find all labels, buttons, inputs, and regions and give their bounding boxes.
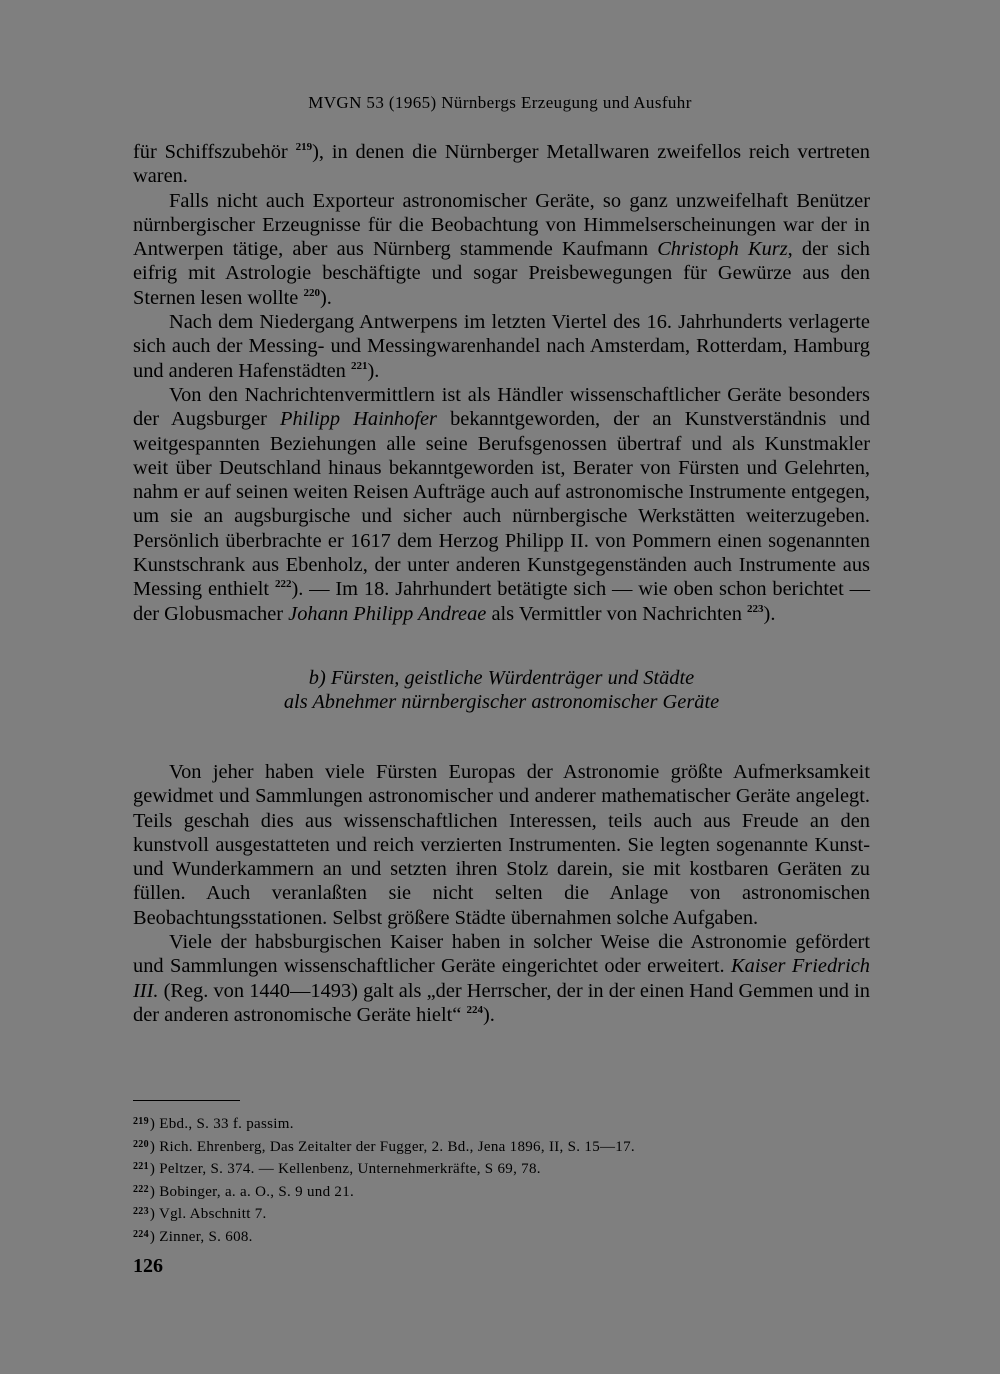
- footnote-ref: 219: [295, 141, 313, 153]
- paragraph-6: [133, 930, 870, 1027]
- text-run: Falls nicht auch Exporteur astronomischer Geräte, so ganz unzweifelhaft Benützer nürnbergischer Erzeugnisse für die Beobachtung von Himmelserscheinungen war der in Antwerpen tätige, aber aus Nürnberg stammende Kaufmann: [133, 189, 870, 261]
- person-name: Kaiser Friedrich III.: [133, 955, 870, 1002]
- footnote-ref: 224: [466, 1003, 483, 1016]
- text-run: Nach dem Niedergang Antwerpens im letzten Viertel des 16. Jahrhunderts verlagerte sich auch der Messing- und Messingwarenhandel nach Amsterdam, Rotterdam, Hamburg und anderen Hafenstädten: [133, 311, 870, 382]
- person-name: Johann Philipp Andreae: [288, 602, 487, 625]
- footnote-number: 219: [133, 1116, 149, 1127]
- text-run: ).: [319, 286, 332, 309]
- text-run: ).: [367, 359, 380, 382]
- footnote: [133, 1180, 873, 1203]
- footnote: [133, 1157, 873, 1180]
- text-run: ). — Im 18. Jahrhundert betätigte sich — wie oben schon berichtet — der Globusmacher: [133, 578, 870, 625]
- footnote-text: ) Bobinger, a. a. O., S. 9 und 21.: [149, 1183, 355, 1200]
- footnote: [133, 1225, 873, 1248]
- main-text: [133, 140, 870, 1027]
- footnote-text: ) Rich. Ehrenberg, Das Zeitalter der Fugger, 2. Bd., Jena 1896, II, S. 15—17.: [149, 1138, 635, 1155]
- footnote-text: ) Peltzer, S. 374. — Kellenbenz, Unternehmerkräfte, S 69, 78.: [149, 1161, 541, 1177]
- footnote-ref: 221: [350, 359, 368, 372]
- paragraph-5: [133, 760, 870, 930]
- person-name: Christoph Kurz: [657, 238, 788, 261]
- footnotes: [133, 1112, 873, 1247]
- footnote-number: 222: [133, 1183, 149, 1195]
- text-run: (Reg. von 1440—1493) galt als „der Herrscher, der in der einen Hand Gemmen und in der anderen astronomische Geräte hielt“: [133, 979, 870, 1026]
- footnote-number: 224: [133, 1228, 149, 1240]
- text-run: ).: [763, 602, 776, 625]
- footnote-ref: 222: [274, 578, 292, 591]
- footnote: [133, 1112, 873, 1135]
- section-title: [133, 666, 870, 715]
- section-title-line-1: b) Fürsten, geistliche Würdenträger und Städte: [308, 666, 695, 689]
- footnote: [133, 1202, 873, 1225]
- text-run: als Vermittler von Nachrichten: [486, 602, 748, 625]
- footnote-ref: 223: [747, 602, 764, 615]
- paragraph-1: [133, 140, 870, 189]
- footnote-number: 221: [133, 1161, 149, 1172]
- section-title-line-2: als Abnehmer nürnbergischer astronomischer Geräte: [283, 691, 720, 714]
- text-run: , der sich eifrig mit Astrologie beschäftigte und sogar Preisbewegungen für Gewürze aus den Sternen lesen wollte: [133, 238, 870, 309]
- paragraph-2: [133, 189, 870, 310]
- paragraph-4: [133, 383, 870, 626]
- page-number: 126: [133, 1255, 163, 1277]
- text-run: bekanntgeworden, der an Kunstverständnis und weitgespannten Beziehungen alle seine Berufsgenossen übertraf und als Kunstmakler weit über Deutschland hinaus bekanntgeworden ist, Berater von Fürsten und Gelehrten, nahm er auf seinen weiten Reisen Aufträge auch auf astronomische Instrumente entgegen, um sie an augsburgische und sicher auch nürnbergische Werkstätten weiterzugeben. Persönlich überbrachte er 1617 dem Herzog Philipp II. von Pommern einen sogenannten Kunstschrank aus Ebenholz, der unter anderen Kunstgegenständen auch Instrumente aus Messing enthielt: [133, 408, 870, 601]
- footnote: [133, 1135, 873, 1158]
- footnote-number: 220: [133, 1138, 149, 1150]
- text-run: ).: [482, 1003, 495, 1026]
- footnote-divider: [133, 1100, 240, 1101]
- text-run: Von jeher haben viele Fürsten Europas der Astronomie größte Aufmerksamkeit gewidmet und Sammlungen astronomischer und anderer mathematischer Geräte angelegt. Teils geschah dies aus wissenschaftlichen Interessen, teils auch aus Freude an den kunstvoll ausgestatteten und reich verzierten Instrumenten. Sie legten sogenannte Kunst- und Wunderkammern an und setzten ihren Stolz darein, sie mit kostbaren Geräten zu füllen. Auch veranlaßten sie nicht selten die Anlage von astronomischen Beobachtungsstationen. Selbst größere Städte übernahmen solche Aufgaben.: [133, 760, 870, 929]
- paragraph-3: [133, 310, 870, 383]
- footnote-text: ) Zinner, S. 608.: [149, 1228, 253, 1245]
- running-header: MVGN 53 (1965) Nürnbergs Erzeugung und Ausfuhr: [308, 93, 692, 112]
- footnote-number: 223: [133, 1206, 149, 1217]
- footnote-text: ) Ebd., S. 33 f. passim.: [149, 1116, 294, 1132]
- footnote-text: ) Vgl. Abschnitt 7.: [149, 1206, 267, 1222]
- text-run: für Schiffszubehör: [133, 141, 296, 163]
- text-run: ), in denen die Nürnberger Metallwaren zweifellos reich vertreten waren.: [133, 141, 870, 188]
- person-name: Philipp Hainhofer: [280, 408, 437, 431]
- footnote-ref: 220: [303, 286, 320, 299]
- text-run: Viele der habsburgischen Kaiser haben in solcher Weise die Astronomie gefördert und Sammlungen wissenschaftlicher Geräte eingerichtet oder erweitert.: [133, 931, 870, 978]
- text-run: Von den Nachrichtenvermittlern ist als Händler wissenschaftlicher Geräte besonders der Augsburger: [133, 383, 870, 431]
